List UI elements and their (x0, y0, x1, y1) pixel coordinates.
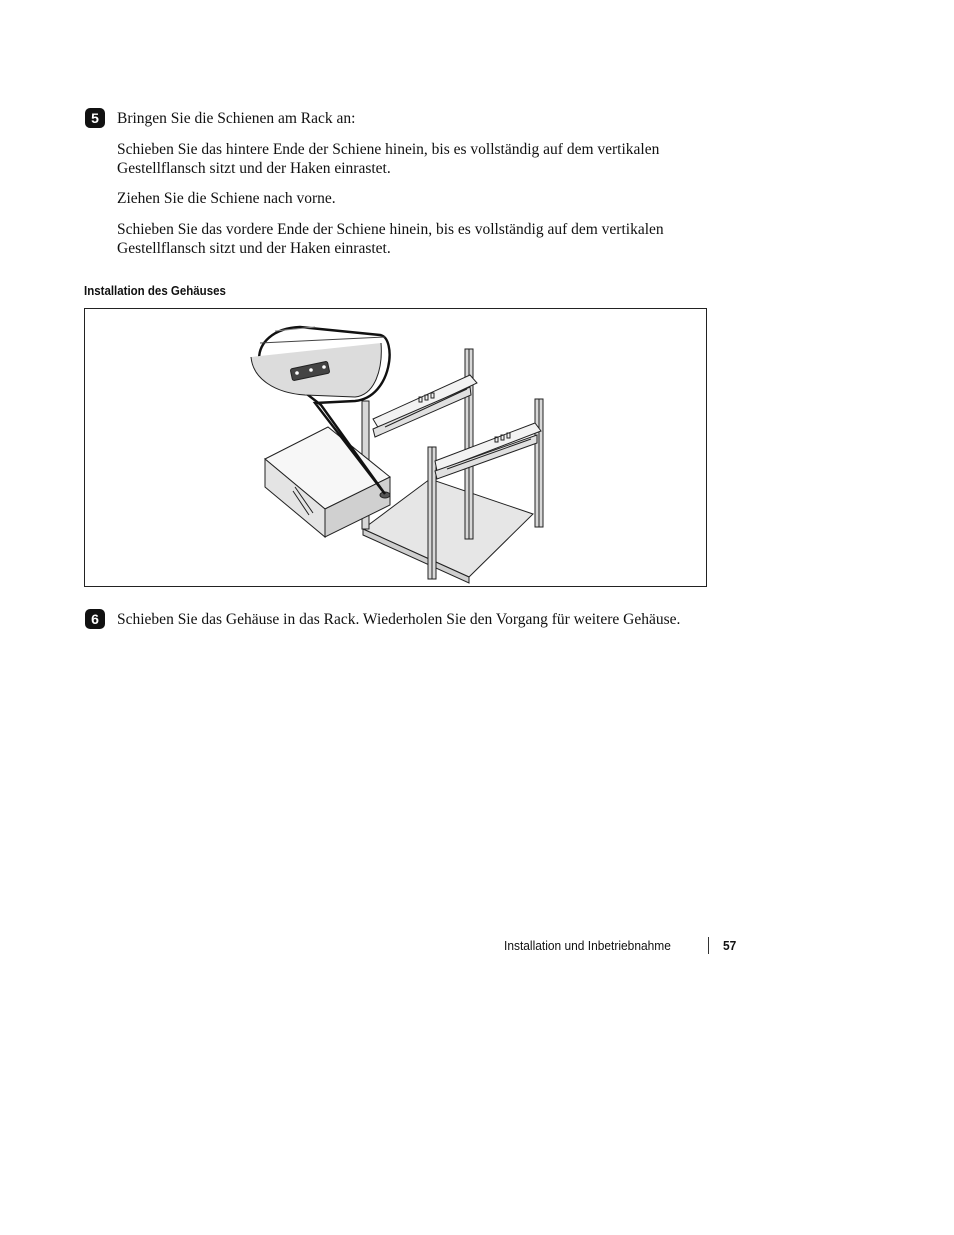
footer-separator (708, 937, 709, 954)
figure-frame (84, 308, 707, 587)
rack-installation-illustration (85, 309, 706, 586)
footer-page-number: 57 (723, 938, 737, 953)
step-5-paragraph-3: Schieben Sie das vordere Ende der Schiene hinein, bis es vollständig auf dem vertikalen Gestellflansch sitzt und der Haken einrastet. (117, 221, 664, 257)
step-5-paragraph-1: Schieben Sie das hintere Ende der Schiene hinein, bis es vollständig auf dem vertikalen Gestellflansch sitzt und der Haken einrastet. (117, 141, 660, 177)
step-5-intro: Bringen Sie die Schienen am Rack an: (117, 110, 356, 127)
footer-section-title: Installation und Inbetriebnahme (504, 938, 671, 953)
figure-caption: Installation des Gehäuses (84, 284, 226, 298)
step-6-text: Schieben Sie das Gehäuse in das Rack. Wiederholen Sie den Vorgang für weitere Gehäuse. (117, 611, 681, 628)
step-6-badge: 6 (85, 609, 105, 629)
step-5-paragraph-2: Ziehen Sie die Schiene nach vorne. (117, 190, 336, 207)
rail-upper (373, 375, 477, 429)
step-5-badge: 5 (85, 108, 105, 128)
